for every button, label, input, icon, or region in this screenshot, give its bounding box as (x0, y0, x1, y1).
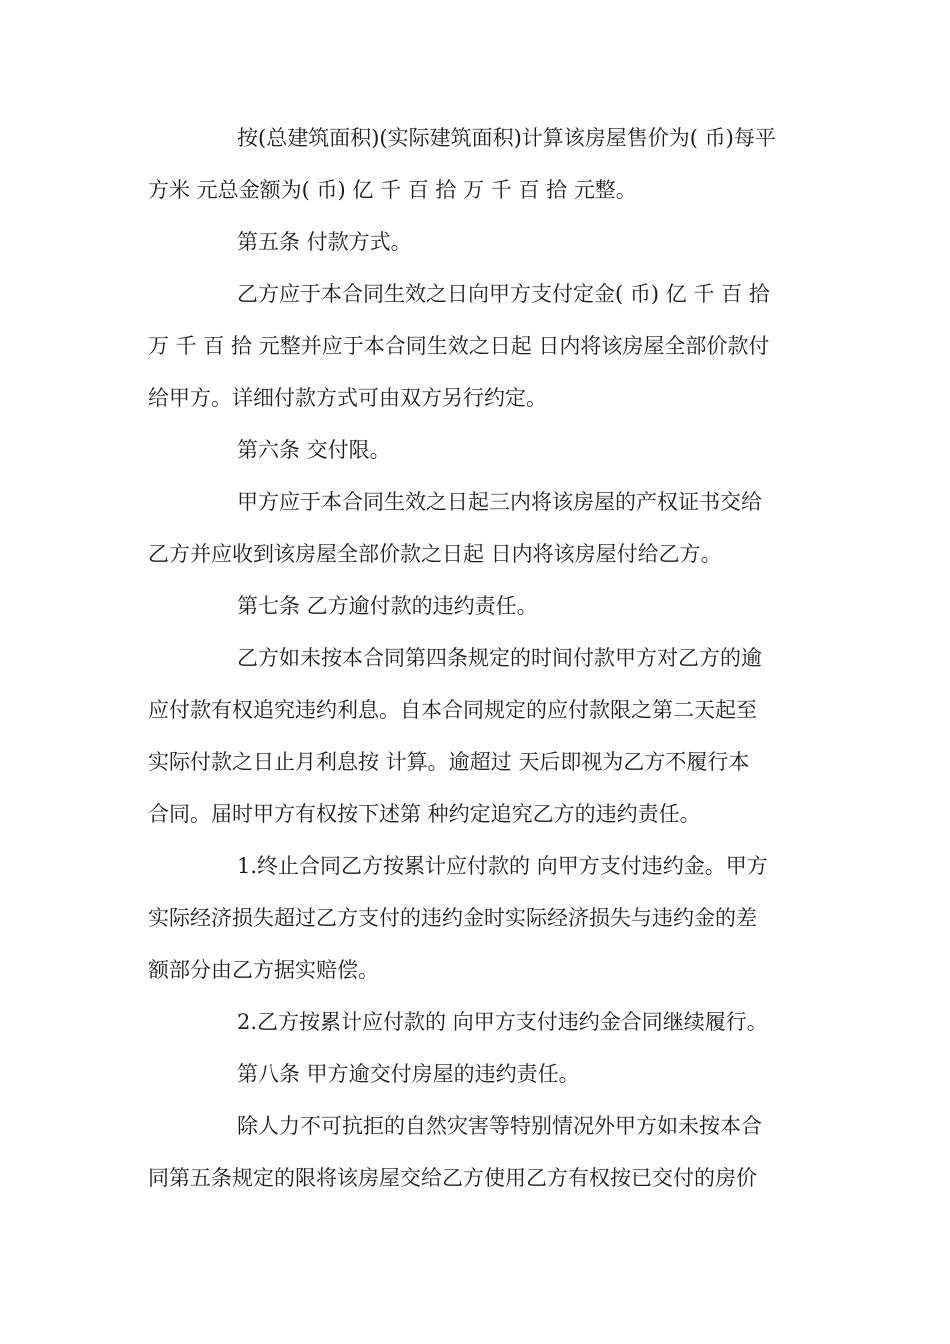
text-line: 实际经济损失超过乙方支付的违约金时实际经济损失与违约金的差 (148, 906, 757, 930)
text-line: 乙方应于本合同生效之日向甲方支付定金( 币) 亿 千 百 拾 (237, 282, 770, 306)
text-line: 方米 元总金额为( 币) 亿 千 百 拾 万 千 百 拾 元整。 (148, 178, 637, 202)
section-heading: 第六条 交付限。 (237, 438, 391, 462)
list-item: 1.终止合同乙方按累计应付款的 向甲方支付违约金。甲方 (237, 854, 768, 878)
list-item: 2.乙方按累计应付款的 向甲方支付违约金合同继续履行。 (237, 1010, 768, 1034)
text-line: 除人力不可抗拒的自然灾害等特别情况外甲方如未按本合 (237, 1114, 762, 1138)
text-line: 同第五条规定的限将该房屋交给乙方使用乙方有权按已交付的房价 (148, 1166, 757, 1190)
text-line: 乙方并应收到该房屋全部价款之日起 日内将该房屋付给乙方。 (148, 542, 722, 566)
text-line: 应付款有权追究违约利息。自本合同规定的应付款限之第二天起至 (148, 698, 757, 722)
text-line: 给甲方。详细付款方式可由双方另行约定。 (148, 386, 547, 410)
section-heading: 第八条 甲方逾交付房屋的违约责任。 (237, 1062, 580, 1086)
text-line: 万 千 百 拾 元整并应于本合同生效之日起 日内将该房屋全部价款付 (148, 334, 770, 358)
section-heading: 第五条 付款方式。 (237, 230, 412, 254)
document-body (148, 112, 808, 1204)
text-line: 额部分由乙方据实赔偿。 (148, 958, 379, 982)
section-heading: 第七条 乙方逾付款的违约责任。 (237, 594, 538, 618)
text-line: 按(总建筑面积)(实际建筑面积)计算该房屋售价为( 币)每平 (237, 126, 776, 150)
text-line: 实际付款之日止月利息按 计算。逾超过 天后即视为乙方不履行本 (148, 750, 750, 774)
text-line: 乙方如未按本合同第四条规定的时间付款甲方对乙方的逾 (237, 646, 762, 670)
text-line: 甲方应于本合同生效之日起三内将该房屋的产权证书交给 (237, 490, 762, 514)
text-line: 合同。届时甲方有权按下述第 种约定追究乙方的违约责任。 (148, 802, 701, 826)
